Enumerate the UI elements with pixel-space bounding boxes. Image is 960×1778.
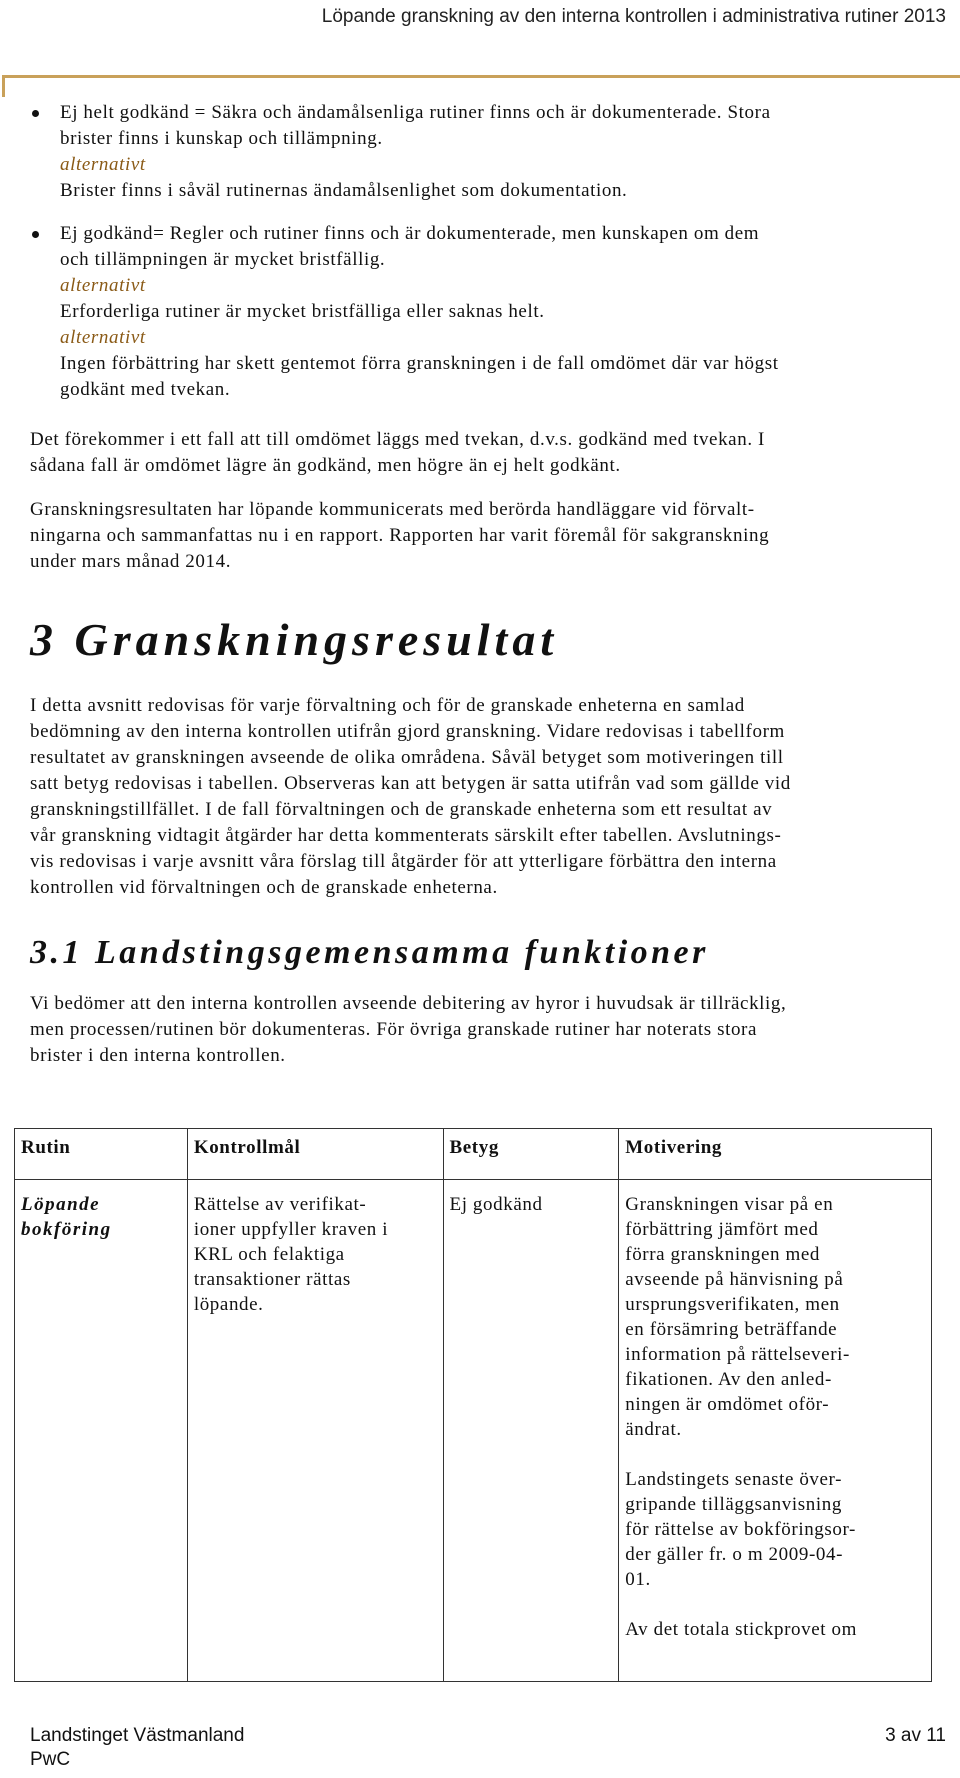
alternativt-label: alternativt xyxy=(60,275,146,296)
section-heading-3-1: 3.1 Landstingsgemensamma funktioner xyxy=(30,934,709,971)
grade-line: brister finns i kunskap och tillämpning. xyxy=(60,128,383,149)
grade-item-ej-godkand xyxy=(30,221,930,403)
results-table xyxy=(14,1128,932,1682)
grade-item-ej-helt-godkand xyxy=(30,100,930,204)
alternativt-label: alternativt xyxy=(60,154,146,175)
section-heading-3: 3 Granskningsresultat xyxy=(30,614,559,665)
alternativt-label: alternativt xyxy=(60,327,146,348)
column-header-rutin: Rutin xyxy=(15,1129,188,1180)
grade-line: Ej godkänd= Regler och rutiner finns och är dokumenterade, men kunskapen om dem xyxy=(60,223,760,244)
grade-line: godkänt med tvekan. xyxy=(60,379,231,400)
page-number: 3 av 11 xyxy=(885,1725,946,1746)
grade-line: Brister finns i såväl rutinernas ändamålsenlighet som dokumentation. xyxy=(60,180,628,201)
cell-motivering: Granskningen visar på en förbättring jämfört med förra granskningen med avseende på hänvisning på ursprungsverifikaten, men en försämring beträffande information på rättelseveri- fikationen. Av den anled- ningen är omdömet oför- ändrat. Landstingets senaste över- gripande tilläggsanvisning för rättelse av bokföringsor- der gäller fr. o m 2009-04- 01. Av det totala stickprovet om xyxy=(619,1180,932,1682)
header-rule xyxy=(2,75,960,78)
cell-kontrollmal: Rättelse av verifikat- ioner uppfyller kraven i KRL och felaktiga transaktioner rättas löpande. xyxy=(187,1180,443,1682)
footer-firm: PwC xyxy=(30,1749,71,1770)
cell-betyg: Ej godkänd xyxy=(443,1180,619,1682)
paragraph-reporting: Granskningsresultaten har löpande kommunicerats med berörda handläggare vid förvalt- ningarna och sammanfattas nu i en rapport. Rapporten har varit föremål för sakgranskning under mars månad 2014. xyxy=(30,499,770,572)
section-3-1-summary: Vi bedömer att den interna kontrollen avseende debitering av hyror i huvudsak är tillräcklig, men processen/rutinen bör dokumenteras. För övriga granskade rutiner har noterats stora brister i den interna kontrollen. xyxy=(30,993,787,1066)
grade-line: Erforderliga rutiner är mycket bristfälliga eller saknas helt. xyxy=(60,301,545,322)
table-row xyxy=(15,1180,932,1682)
header-corner-tick xyxy=(2,75,5,97)
grade-line: Ej helt godkänd = Säkra och ändamålsenliga rutiner finns och är dokumenterade. Stora xyxy=(60,102,771,123)
grade-line: Ingen förbättring har skett gentemot förra granskningen i de fall omdömet där var högst xyxy=(60,353,779,374)
document-body xyxy=(30,100,930,1087)
grade-definition-list xyxy=(30,100,930,403)
footer-organization: Landstinget Västmanland xyxy=(30,1725,245,1746)
table-header-row xyxy=(15,1129,932,1180)
page-header-title: Löpande granskning av den interna kontrollen i administrativa rutiner 2013 xyxy=(321,6,946,27)
section-3-intro: I detta avsnitt redovisas för varje förvaltning och för de granskade enheterna en samlad bedömning av den interna kontrollen utifrån gjord granskning. Vidare redovisas i tabellform resultatet av granskningen avseende de olika områdena. Såväl betyget som motiveringen till satt betyg redovisas i tabellen. Observeras kan att betygen är satta utifrån vad som gällde vid granskningstillfället. I de fall förvaltningen och de granskade enheterna som ett resultat av vår granskning vidtagit åtgärder har detta kommenterats särskilt efter tabellen. Avslutnings- vis redovisas i varje avsnitt våra förslag till åtgärder för att ytterligare förbättra den interna kontrollen vid förvaltningen och de granskade enheterna. xyxy=(30,695,791,898)
grade-line: och tillämpningen är mycket bristfällig. xyxy=(60,249,386,270)
cell-rutin: Löpande bokföring xyxy=(15,1180,188,1682)
column-header-kontrollmal: Kontrollmål xyxy=(187,1129,443,1180)
column-header-motivering: Motivering xyxy=(619,1129,932,1180)
column-header-betyg: Betyg xyxy=(443,1129,619,1180)
paragraph-med-tvekan: Det förekommer i ett fall att till omdömet läggs med tvekan, d.v.s. godkänd med tvekan. I sådana fall är omdömet lägre än godkänd, men högre än ej helt godkänt. xyxy=(30,429,765,476)
